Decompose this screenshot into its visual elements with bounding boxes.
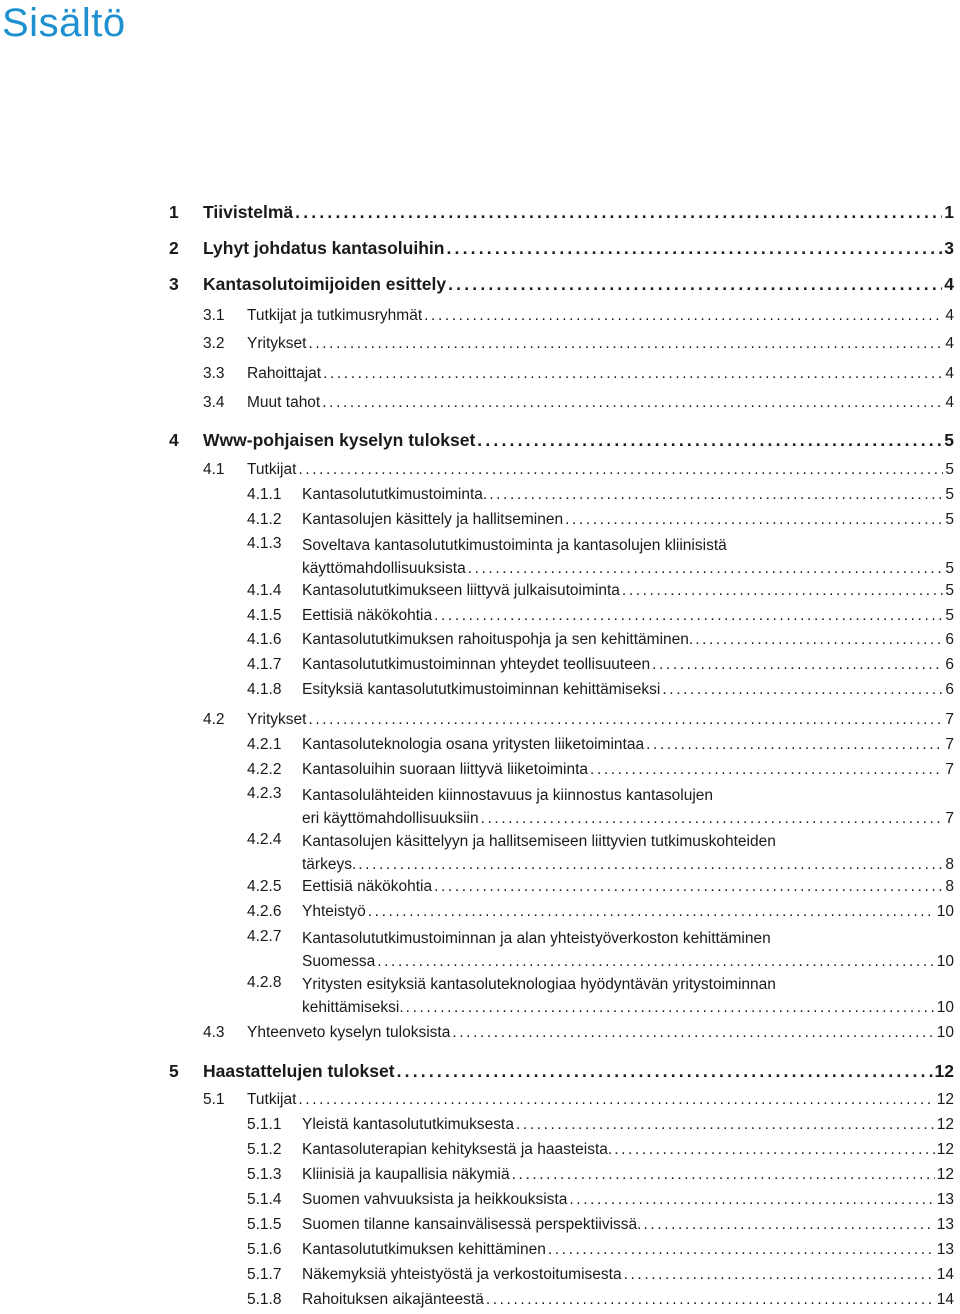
toc-entry-number: 5.1 [203,1091,225,1108]
dot-leader [434,606,943,626]
toc-entry-page-number: 13 [936,1216,954,1233]
dot-leader [624,1265,935,1285]
toc-entry[interactable] [247,630,954,650]
toc-entry-page-number: 12 [936,1091,954,1108]
dot-leader [448,273,942,295]
dot-leader [308,710,943,730]
toc-entry-page-number: 10 [936,1024,954,1041]
toc-entry-page-number: 10 [936,903,954,920]
dot-leader [323,364,943,384]
dot-leader [322,393,943,413]
dot-leader [622,581,943,601]
toc-entry-page-number: 10 [936,953,954,970]
toc-entry-page-number: 5 [945,607,954,624]
toc-entry[interactable] [203,364,954,384]
toc-entry-number: 3.4 [203,394,225,411]
toc-entry[interactable] [203,1023,954,1043]
dot-leader [298,1090,934,1110]
toc-entry[interactable] [203,306,954,326]
toc-entry-title: Www-pohjaisen kyselyn tulokset [203,430,476,450]
toc-entry-number: 5.1.7 [247,1266,282,1283]
toc-entry-title: Yritykset [247,711,307,728]
toc-entry[interactable] [247,534,954,580]
toc-entry[interactable] [247,485,954,505]
toc-entry-title: eri käyttömahdollisuuksiin [302,810,479,827]
toc-entry-number: 4.2.8 [247,974,282,991]
toc-entry-title: Näkemyksiä yhteistyöstä ja verkostoitumisesta [302,1266,622,1283]
toc-entry[interactable] [247,606,954,626]
toc-entry-number: 4.1.2 [247,511,282,528]
toc-entry-number: 4.1.4 [247,582,282,599]
toc-entry[interactable] [247,655,954,675]
toc-entry-title: Kantasolututkimustoiminnan yhteydet teollisuuteen [302,656,651,673]
toc-entry-title: Tutkijat [247,1091,297,1108]
toc-entry-title: Yleistä kantasolututkimuksesta [302,1116,514,1133]
toc-entry-number: 4.3 [203,1024,225,1041]
toc-entry-number: 4.2.7 [247,928,282,945]
dot-leader [662,680,943,700]
dot-leader [614,1140,935,1160]
dot-leader [434,877,943,897]
toc-entry-number: 4.2.4 [247,831,282,848]
dot-leader [452,1023,934,1043]
toc-entry-number: 2 [169,238,179,258]
page-title: Sisältö [2,1,126,45]
toc-entry[interactable] [169,273,954,295]
toc-entry-number: 4 [169,430,179,450]
toc-entry-number: 4.2.6 [247,903,282,920]
toc-entry-number: 4.1 [203,461,225,478]
toc-entry-title: Yhteenveto kyselyn tuloksista [247,1024,451,1041]
toc-entry-title: Muut tahot [247,394,321,411]
toc-entry[interactable] [247,973,954,1019]
toc-entry[interactable] [169,201,954,223]
dot-leader [477,429,942,451]
dot-leader [468,557,944,580]
toc-entry-title-first-line: Yritysten esityksiä kantasoluteknologiaa hyödyntävän yritystoiminnan [302,976,776,993]
toc-entry-page-number: 5 [945,582,954,599]
toc-entry-page-number: 13 [936,1241,954,1258]
toc-entry-title: Haastattelujen tulokset [203,1061,395,1081]
toc-entry-title: Kantasolututkimukseen liittyvä julkaisutoiminta [302,582,620,599]
dot-leader [486,1290,935,1310]
toc-entry-title: Kantasolututkimuksen rahoituspohja ja sen kehittäminen. [302,631,694,648]
toc-entry[interactable] [247,1190,954,1210]
toc-entry-number: 5.1.4 [247,1191,282,1208]
toc-entry-title: Kantasolututkimuksen kehittäminen [302,1241,546,1258]
toc-entry-page-number: 8 [945,856,954,873]
toc-entry-title: käyttömahdollisuuksista [302,560,466,577]
toc-entry[interactable] [203,710,954,730]
toc-entry[interactable] [247,735,954,755]
toc-entry-page-number: 13 [936,1191,954,1208]
toc-entry-page-number: 6 [945,656,954,673]
toc-entry[interactable] [247,1215,954,1235]
toc-entry-number: 1 [169,202,179,222]
dot-leader [489,485,943,505]
toc-entry-title-first-line: Soveltava kantasolututkimustoiminta ja kantasolujen kliinisistä [302,537,727,554]
toc-entry[interactable] [247,927,954,973]
toc-entry-page-number: 4 [944,274,954,294]
toc-entry-page-number: 12 [936,1141,954,1158]
toc-entry-title: Eettisiä näkökohtia [302,607,433,624]
toc-entry-page-number: 5 [945,511,954,528]
dot-leader [295,201,942,223]
toc-entry-number: 3.3 [203,365,225,382]
dot-leader [377,950,935,973]
toc-entry-number: 3.2 [203,335,225,352]
toc-entry-title: Esityksiä kantasolututkimustoiminnan kehittämiseksi [302,681,661,698]
toc-entry[interactable] [247,784,954,830]
toc-entry-page-number: 6 [945,681,954,698]
dot-leader [358,853,943,876]
toc-entry-number: 4.1.5 [247,607,282,624]
dot-leader [481,807,944,830]
toc-entry[interactable] [247,877,954,897]
toc-entry[interactable] [247,1265,954,1285]
toc-entry-number: 4.1.3 [247,535,282,552]
toc-entry[interactable] [247,510,954,530]
toc-entry-page-number: 12 [934,1061,954,1081]
toc-entry[interactable] [169,1060,954,1082]
dot-leader [308,334,943,354]
toc-entry-number: 5 [169,1061,179,1081]
toc-entry-number: 5.1.5 [247,1216,282,1233]
toc-entry[interactable] [247,830,954,876]
toc-entry-number: 5.1.8 [247,1291,282,1308]
toc-entry-page-number: 10 [936,999,954,1016]
toc-entry-title-first-line: Kantasolulähteiden kiinnostavuus ja kiinnostus kantasolujen [302,787,714,804]
toc-entry[interactable] [203,393,954,413]
dot-leader [565,510,943,530]
toc-entry[interactable] [203,334,954,354]
dot-leader [446,237,942,259]
dot-leader [590,760,943,780]
toc-entry-title: Tiivistelmä [203,202,294,222]
toc-entry-title: Tutkijat ja tutkimusryhmät [247,307,423,324]
toc-entry-number: 4.2.3 [247,785,282,802]
toc-entry-title: Suomessa [302,953,376,970]
toc-entry[interactable] [247,1140,954,1160]
toc-entry-title: Kantasoluteknologia osana yritysten liiketoimintaa [302,736,645,753]
toc-entry-number: 5.1.2 [247,1141,282,1158]
toc-entry-page-number: 7 [945,711,954,728]
toc-entry[interactable] [247,1115,954,1135]
dot-leader [406,996,935,1019]
toc-entry-page-number: 4 [945,365,954,382]
toc-entry-page-number: 14 [936,1291,954,1308]
toc-entry-number: 4.2.5 [247,878,282,895]
toc-entry[interactable] [247,581,954,601]
dot-leader [298,460,943,480]
toc-entry-title: Kliinisiä ja kaupallisia näkymiä [302,1166,510,1183]
toc-entry-number: 4.1.6 [247,631,282,648]
toc-entry-number: 4.2 [203,711,225,728]
toc-entry-page-number: 12 [936,1166,954,1183]
toc-entry-title: Suomen tilanne kansainvälisessä perspektiivissä. [302,1216,642,1233]
toc-entry-number: 5.1.3 [247,1166,282,1183]
toc-entry[interactable] [247,680,954,700]
toc-entry-page-number: 1 [944,202,954,222]
toc-entry-number: 4.2.1 [247,736,282,753]
toc-entry-page-number: 5 [945,486,954,503]
toc-entry-page-number: 6 [945,631,954,648]
toc-entry-number: 4.2.2 [247,761,282,778]
toc-entry[interactable] [169,237,954,259]
toc-entry-page-number: 3 [944,238,954,258]
toc-entry-title: tärkeys. [302,856,357,873]
toc-entry-number: 5.1.6 [247,1241,282,1258]
toc-entry[interactable] [247,1165,954,1185]
dot-leader [646,735,943,755]
toc-entry-page-number: 14 [936,1266,954,1283]
dot-leader [695,630,943,650]
toc-entry-title: Kantasolututkimustoiminta. [302,486,488,503]
toc-entry-title-first-line: Kantasolututkimustoiminnan ja alan yhteistyöverkoston kehittäminen [302,930,771,947]
toc-entry[interactable] [247,902,954,922]
dot-leader [368,902,935,922]
toc-entry-number: 3.1 [203,307,225,324]
toc-entry-page-number: 7 [945,761,954,778]
toc-entry-page-number: 4 [945,394,954,411]
dot-leader [548,1240,935,1260]
toc-entry-title: Yritykset [247,335,307,352]
toc-entry[interactable] [203,460,954,480]
toc-entry-title: Tutkijat [247,461,297,478]
toc-entry-number: 5.1.1 [247,1116,282,1133]
toc-entry-page-number: 12 [936,1116,954,1133]
toc-entry-title: Rahoituksen aikajänteestä [302,1291,484,1308]
toc-entry-page-number: 5 [945,461,954,478]
dot-leader [643,1215,934,1235]
toc-entry-title: Eettisiä näkökohtia [302,878,433,895]
toc-entry-title: Rahoittajat [247,365,322,382]
toc-entry-title: Kantasolutoimijoiden esittely [203,274,447,294]
dot-leader [512,1165,935,1185]
toc-entry-page-number: 5 [944,430,954,450]
toc-entry-page-number: 8 [945,878,954,895]
toc-entry[interactable] [247,1290,954,1310]
dot-leader [516,1115,935,1135]
dot-leader [397,1060,933,1082]
toc-entry-title: kehittämiseksi. [302,999,404,1016]
toc-entry-page-number: 7 [945,810,954,827]
toc-entry-number: 4.1.7 [247,656,282,673]
toc-entry-number: 4.1.8 [247,681,282,698]
toc-entry-title: Suomen vahvuuksista ja heikkouksista [302,1191,568,1208]
dot-leader [652,655,943,675]
toc-entry-title: Kantasoluterapian kehityksestä ja haasteista. [302,1141,613,1158]
toc-entry-title: Kantasolujen käsittely ja hallitseminen [302,511,564,528]
toc-entry[interactable] [169,429,954,451]
toc-entry-title: Lyhyt johdatus kantasoluihin [203,238,445,258]
toc-entry-page-number: 4 [945,307,954,324]
toc-entry[interactable] [247,760,954,780]
dot-leader [424,306,943,326]
toc-entry-number: 4.1.1 [247,486,282,503]
toc-entry[interactable] [247,1240,954,1260]
toc-entry[interactable] [203,1090,954,1110]
dot-leader [569,1190,934,1210]
toc-entry-title-first-line: Kantasolujen käsittelyyn ja hallitsemiseen liittyvien tutkimuskohteiden [302,833,776,850]
toc-entry-page-number: 7 [945,736,954,753]
toc-entry-number: 3 [169,274,179,294]
toc-entry-page-number: 5 [945,560,954,577]
toc-entry-title: Yhteistyö [302,903,366,920]
toc-entry-page-number: 4 [945,335,954,352]
toc-entry-title: Kantasoluihin suoraan liittyvä liiketoiminta [302,761,589,778]
